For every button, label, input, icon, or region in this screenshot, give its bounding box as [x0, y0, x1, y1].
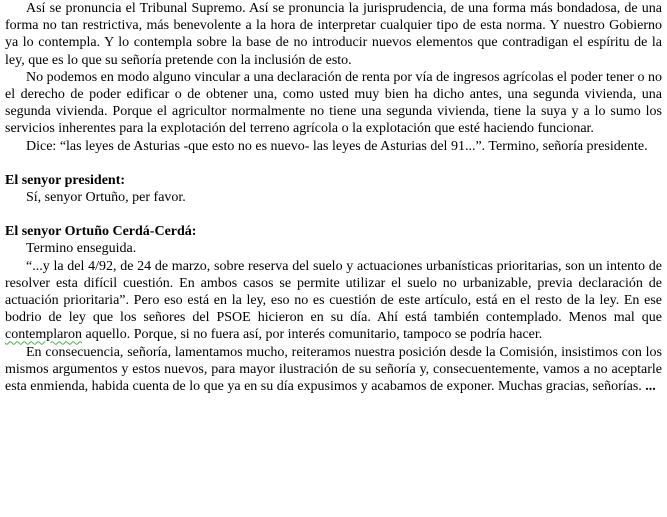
- paragraph-intro-1: Así se pronuncia el Tribunal Supremo. Así se pronuncia la jurisprudencia, de una forma más bondadosa, de una forma no tan restrictiva, más benevolente a la hora de interpretar cualquier tipo de esta norma. Y nuestro Gobierno ya lo contempla. Y lo contempla sobre la base de no introducir nuevos elementos que contradigan el espíritu de la ley, que es lo que su señoría pretende con la inclusión de esto.: [5, 1, 662, 68]
- speaker-ortuno-first-line: Termino enseguida.: [26, 241, 137, 257]
- paragraph-ortuno-1-end: aquello. Porque, si no fuera así, por interés comunitario, tampoco se podría hacer.: [85, 327, 543, 343]
- paragraph-ortuno-2-text: En consecuencia, señoría, lamentamos mucho, reiteramos nuestra posición desde la Comisión, insistimos con los mismos argumentos y estos nuevos, para mayor ilustración de su señoría y, consecuentemente, vamos a no aceptarle esta enmienda, habida cuenta de lo que ya en su día expusimos y acabamos de exponer. Muchas gracias, señorías.: [5, 344, 662, 395]
- paragraph-ortuno-1: [5, 258, 662, 344]
- spellcheck-underlined-word: contemplaron: [5, 327, 82, 343]
- speaker-heading-ortuno: El senyor Ortuño Cerdá-Cerdá:: [5, 224, 197, 240]
- paragraph-intro-3: Dice: “las leyes de Asturias -que esto no es nuevo- las leyes de Asturias del 91...”. Termino, señoría presidente.: [26, 138, 648, 154]
- ellipsis-mark: ...: [645, 379, 656, 395]
- speaker-heading-president: El senyor president:: [5, 172, 126, 188]
- paragraph-ortuno-1-text: “...y la del 4/92, de 24 de marzo, sobre reserva del suelo y actuaciones urbanísticas prioritarias, son un intento de resolver esta difícil cuestión. En ambos casos se permite utilizar el suelo no urbanizable, previa declaración de actuación prioritaria”. Pero eso está en la ley, eso no es cuestión de este artículo, está en el resto de la ley. En ese bodrio de ley que los señores del PSOE hicieron en su día. Ahí está también contemplado. Menos mal que: [5, 258, 662, 326]
- paragraph-ortuno-2: [5, 344, 662, 396]
- speaker-president-line: Sí, senyor Ortuño, per favor.: [26, 190, 186, 206]
- paragraph-intro-2: No podemos en modo alguno vincular a una declaración de renta por vía de ingresos agrícolas el poder tener o no el derecho de poder edificar o de obtener una, como usted muy bien ha dicho antes, una segunda vivienda, una segunda vivienda. Porque el agricultor normalmente no tiene una segunda vivienda, tiene la suya y a lo sumo los servicios inherentes para la explotación del terreno agrícola o la explotación que esté haciendo funcionar.: [5, 69, 663, 137]
